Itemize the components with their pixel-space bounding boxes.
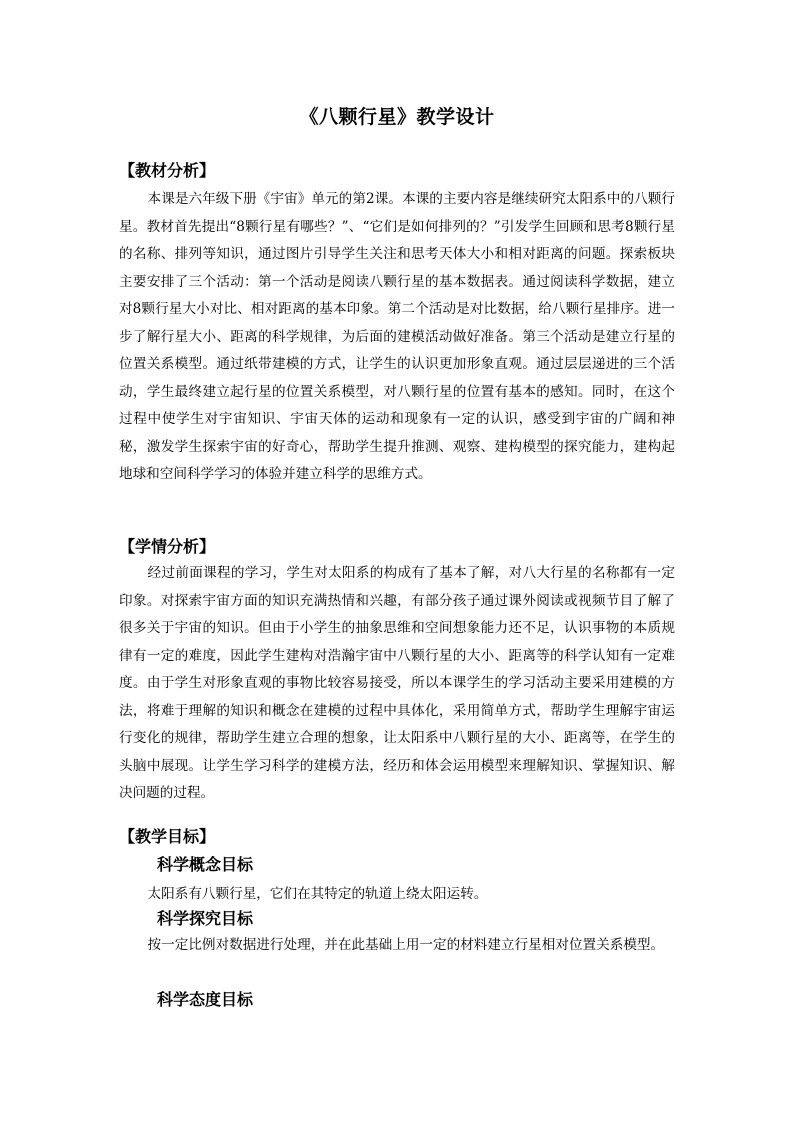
subheading-concept-goal: 科学概念目标 [157,855,254,874]
document-title: 《八颗行星》教学设计 [299,106,495,128]
subheading-inquiry-goal: 科学探究目标 [157,909,254,928]
subheading-attitude-goal: 科学态度目标 [157,990,254,1009]
heading-student-analysis: 【学情分析】 [119,537,216,556]
paragraph-inquiry-goal: 按一定比例对数据进行处理，并在此基础上用一定的材料建立行星相对位置关系模型。 [147,937,665,953]
heading-teaching-goals: 【教学目标】 [119,827,216,846]
paragraph-textbook-analysis: 本课是六年级下册《宇宙》单元的第2课。本课的主要内容是继续研究太阳系中的八颗行星。教材首先提出“8颗行星有哪些？”、“它们是如何排列的？”引发学生回顾和思考8颗行星的名称、排列等知识，通过图片引导学生关注和思考天体大小和相对距离的问题。探索板块主要安排了三个活动：第一个活动是阅读八颗行星的基本数据表。通过阅读科学数据，建立对8颗行星大小对比、相对距离的基本印象。第二个活动是对比数据，给八颗行星排序。进一步了解行星大小、距离的科学规律，为后面的建模活动做好准备。第三个活动是建立行星的位置关系模型。通过纸带建模的方式，让学生的认识更加形象直观。通过层层递进的三个活动，学生最终建立起行星的位置关系模型，对八颗行星的位置有基本的感知。同时，在这个过程中使学生对宇宙知识、宇宙天体的运动和现象有一定的认识，感受到宇宙的广阔和神秘，激发学生探索宇宙的好奇心，帮助学生提升推测、观察、建构模型的探究能力，建构起地球和空间科学学习的体验并建立科学的思维方式。 [119,191,675,482]
paragraph-concept-goal: 太阳系有八颗行星，它们在其特定的轨道上绕太阳运转。 [147,886,488,902]
paragraph-student-analysis: 经过前面课程的学习，学生对太阳系的构成有了基本了解，对八大行星的名称都有一定印象。对探索宇宙方面的知识充满热情和兴趣，有部分孩子通过课外阅读或视频节目了解了很多关于宇宙的知识。但由于小学生的抽象思维和空间想象能力还不足，认识事物的本质规律有一定的难度，因此学生建构对浩瀚宇宙中八颗行星的大小、距离等的科学认知有一定难度。由于学生对形象直观的事物比较容易接受，所以本课学生的学习活动主要采用建模的方法，将难于理解的知识和概念在建模的过程中具体化，采用简单方式，帮助学生理解宇宙运行变化的规律，帮助学生建立合理的想象，让太阳系中八颗行星的大小、距离等，在学生的头脑中展现。让学生学习科学的建模方法，经历和体会运用模型来理解知识、掌握知识、解决问题的过程。 [119,565,675,801]
heading-textbook-analysis: 【教材分析】 [119,161,216,180]
